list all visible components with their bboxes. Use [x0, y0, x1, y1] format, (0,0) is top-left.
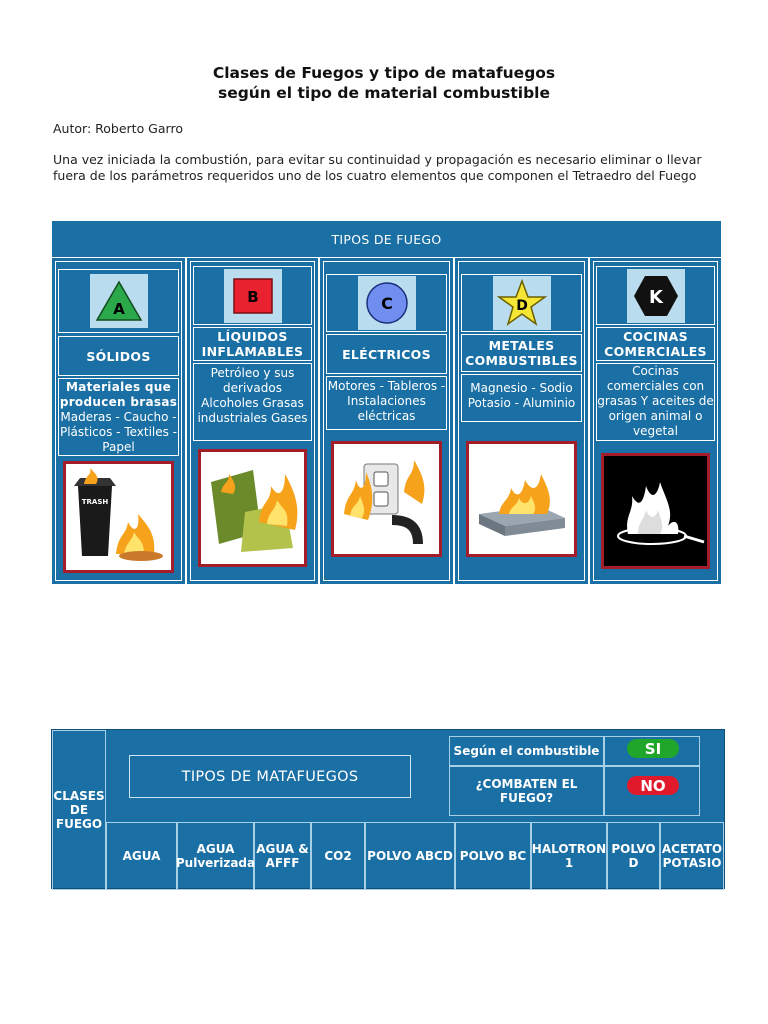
- fire-class-desc-text: Maderas - Caucho - Plásticos - Textiles - Papel: [59, 410, 178, 454]
- fire-classes-row-header: CLASES DE FUEGO: [52, 730, 106, 890]
- no-badge: NO: [627, 776, 679, 795]
- fuel-can-fire-icon: [201, 452, 306, 564]
- column-header: ACETATO POTASIO: [660, 822, 724, 890]
- star-d-icon: [497, 279, 547, 327]
- fire-types-grid: [52, 258, 721, 584]
- trash-label: TRASH: [81, 498, 109, 506]
- fire-class-desc-text: Petróleo y sus derivados Alcoholes Grasas industriales Gases: [193, 363, 312, 441]
- symbol-letter: C: [380, 294, 393, 313]
- column-header: AGUA Pulverizada: [177, 822, 254, 890]
- page-title-line-2: según el tipo de material combustible: [217, 84, 551, 102]
- column-header: CO2: [311, 822, 365, 890]
- symbol-letter: K: [648, 286, 663, 308]
- circle-c-icon: [364, 280, 410, 326]
- symbol-letter: B: [246, 287, 259, 306]
- metal-fire-icon: [469, 444, 576, 554]
- yes-badge: SI: [627, 739, 679, 758]
- fire-class-name: ELÉCTRICOS: [326, 334, 447, 374]
- page-title-line-1: Clases de Fuegos y tipo de matafuegos: [212, 64, 556, 82]
- fire-class-c-symbol: [326, 274, 447, 332]
- fire-class-d-symbol: [461, 274, 582, 332]
- fire-class-c: [320, 258, 453, 584]
- column-header: POLVO BC: [455, 822, 531, 890]
- fire-class-desc-text: Magnesio - Sodio Potasio - Aluminio: [461, 374, 582, 422]
- trash-fire-icon: [66, 464, 173, 570]
- author-line: Autor: Roberto Garro: [53, 121, 183, 136]
- fire-class-k-picture: [601, 453, 710, 569]
- fire-class-desc-text: Cocinas comerciales con grasas Y aceites de origen animal o vegetal: [596, 363, 715, 441]
- fire-class-b: [187, 258, 318, 584]
- outlet-fire-icon: [334, 444, 441, 554]
- column-header: POLVO ABCD: [365, 822, 455, 890]
- fire-class-k: [590, 258, 721, 584]
- symbol-letter: A: [112, 300, 125, 318]
- fire-class-b-picture: [198, 449, 307, 567]
- legend-question: ¿COMBATEN EL FUEGO?: [449, 766, 604, 816]
- fire-class-b-symbol: [193, 266, 312, 325]
- fire-class-c-picture: [331, 441, 442, 557]
- extinguisher-table: [51, 729, 725, 889]
- fire-class-name: METALES COMBUSTIBLES: [461, 334, 582, 372]
- column-header: HALOTRON 1: [531, 822, 607, 890]
- square-b-icon: [231, 276, 275, 316]
- fire-class-desc: [58, 378, 179, 456]
- fire-class-name: SÓLIDOS: [58, 336, 179, 376]
- extinguisher-types-title: TIPOS DE MATAFUEGOS: [129, 755, 411, 798]
- symbol-letter: D: [515, 298, 528, 314]
- column-header: AGUA & AFFF: [254, 822, 311, 890]
- fire-class-desc-bold: Materiales que producen brasas: [59, 380, 178, 409]
- pan-fire-icon: [604, 456, 708, 566]
- fire-types-header: TIPOS DE FUEGO: [52, 221, 721, 257]
- legend-label: Según el combustible: [449, 736, 604, 766]
- fire-class-k-symbol: [596, 266, 715, 325]
- fire-class-a-symbol: [58, 269, 179, 333]
- hexagon-k-icon: [632, 274, 680, 318]
- triangle-a-icon: [94, 279, 144, 323]
- fire-class-a-picture: [63, 461, 174, 573]
- fire-class-a: [52, 258, 185, 584]
- fire-class-d: [455, 258, 588, 584]
- fire-class-d-picture: [466, 441, 577, 557]
- fire-class-name: COCINAS COMERCIALES: [596, 327, 715, 361]
- fire-class-desc-text: Motores - Tableros - Instalaciones eléctricas: [326, 376, 447, 430]
- fire-class-name: LÍQUIDOS INFLAMABLES: [193, 327, 312, 361]
- column-header: AGUA: [106, 822, 177, 890]
- column-header: POLVO D: [607, 822, 660, 890]
- intro-paragraph: Una vez iniciada la combustión, para evitar su continuidad y propagación es necesario eliminar o llevar fuera de los parámetros requeridos uno de los cuatro elementos que componen el Tetraedro del Fuego: [53, 152, 702, 183]
